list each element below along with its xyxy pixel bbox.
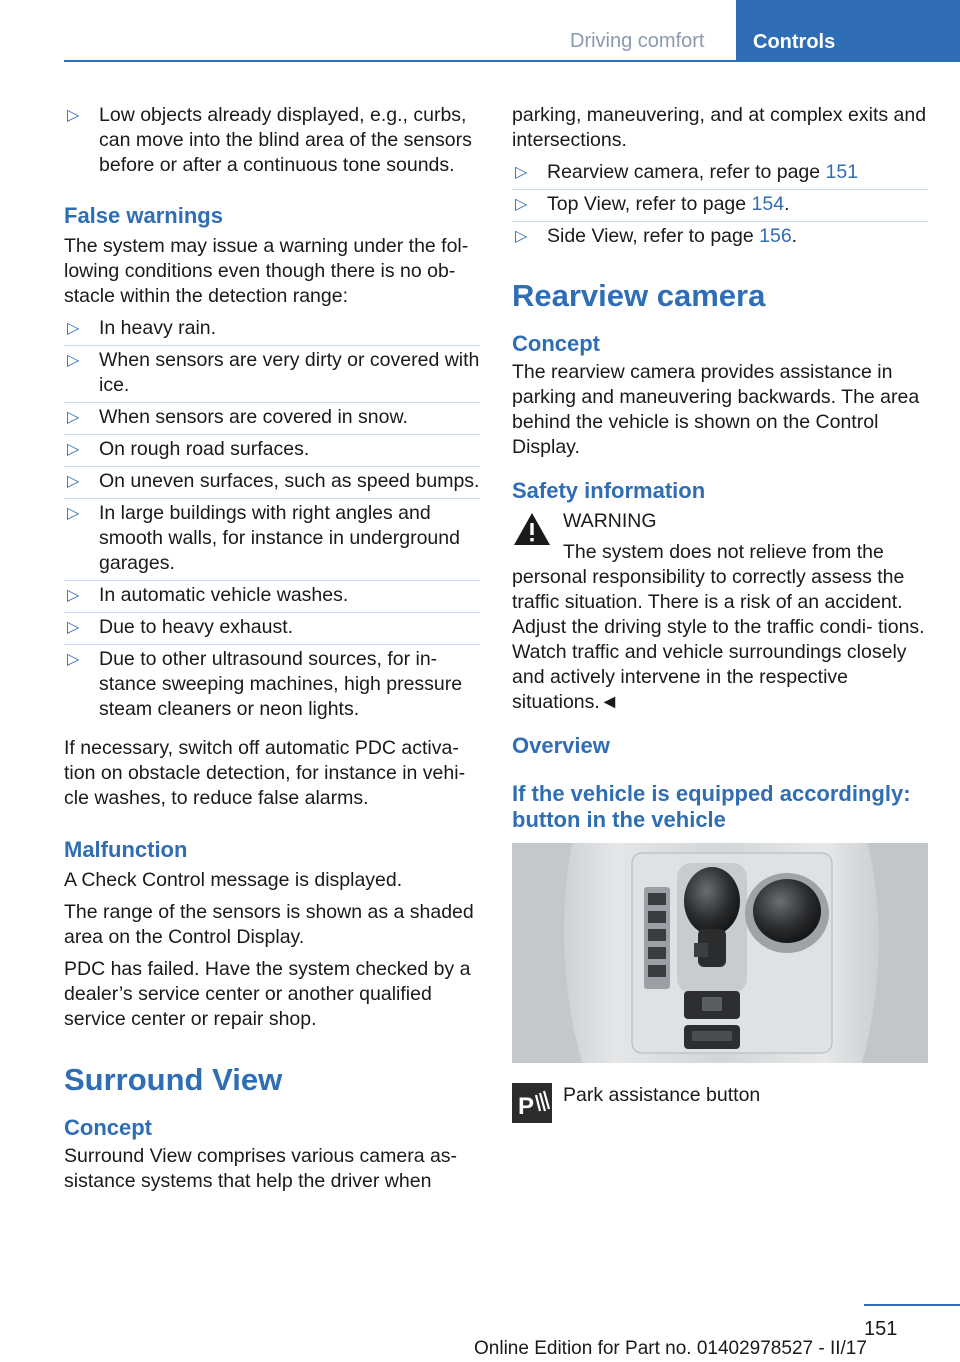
continued-text: parking, maneuvering, and at complex exits and intersections. (512, 104, 927, 151)
overview-heading: Overview (512, 733, 610, 758)
surround-view-heading: Surround View (64, 1062, 283, 1097)
right-column (512, 103, 928, 1123)
list-item: ▷ In automatic vehicle washes. (64, 583, 480, 615)
list-item: ▷ In large buildings with right angles and smooth walls, for instance in underground garages. (64, 501, 480, 583)
edition-note: Online Edition for Part no. 01402978527 - II/17 (474, 1338, 867, 1359)
safety-heading: Safety information (512, 478, 706, 503)
surround-concept-heading: Concept (64, 1115, 152, 1140)
park-assistance-caption (512, 1083, 928, 1123)
equipped-heading: If the vehicle is equipped accordingly: button in the vehicle (512, 781, 911, 832)
warning-triangle-icon (512, 511, 552, 547)
false-warnings-list (64, 316, 480, 729)
page-link-151[interactable]: 151 (825, 161, 859, 183)
warning-title: WARNING (563, 510, 657, 532)
false-warnings-heading: False warnings (64, 203, 223, 228)
page-number: 151 (864, 1318, 898, 1340)
reference-list (512, 160, 928, 256)
rearview-concept-text: The rearview camera provides assistance in parking and maneuvering backwards. The area behind the vehicle is shown on the Control Display. (512, 361, 920, 458)
center-console-photo (512, 843, 928, 1063)
page-link-154[interactable]: 154 (751, 193, 785, 215)
reference-item-topview: ▷ Top View, refer to page 154. (512, 192, 928, 224)
list-item: ▷ On rough road surfaces. (64, 437, 480, 469)
left-column (64, 103, 480, 1201)
warning-text-first-line: The system does not relieve from the (563, 541, 884, 563)
list-item: ▷ Due to heavy exhaust. (64, 615, 480, 647)
park-assistance-icon (512, 1083, 552, 1123)
false-warnings-text: The system may issue a warning under the fol‐ lowing conditions even though there is no ob‐ stacle within the detection range: (64, 235, 469, 307)
footer-divider (864, 1304, 960, 1306)
list-item: ▷ Low objects already displayed, e.g., curbs, can move into the blind area of the sensors before or after a continuous tone sounds. (64, 103, 480, 185)
chapter-tab: Controls (736, 0, 960, 62)
caption-text: Park assistance button (563, 1084, 761, 1106)
list-item: ▷ Due to other ultrasound sources, for in‐ stance sweeping machines, high pressure steam cleaners or neon lights. (64, 647, 480, 729)
page-link-156[interactable]: 156 (759, 225, 792, 247)
reference-item-rearview: ▷ Rearview camera, refer to page 151 (512, 160, 928, 192)
malfunction-heading: Malfunction (64, 837, 188, 862)
false-warnings-note: If necessary, switch off automatic PDC activa‐ tion on obstacle detection, for instance in vehi‐ cle washes, to reduce false alarms. (64, 737, 466, 809)
intro-bullet-list (64, 103, 480, 185)
section-breadcrumb: Driving comfort (570, 30, 705, 52)
list-item: ▷ When sensors are covered in snow. (64, 405, 480, 437)
rearview-camera-heading: Rearview camera (512, 278, 766, 313)
list-item: ▷ On uneven surfaces, such as speed bumps. (64, 469, 480, 501)
malfunction-text-2: The range of the sensors is shown as a shaded area on the Control Display. (64, 901, 474, 948)
list-item: ▷ When sensors are very dirty or covered with ice. (64, 348, 480, 405)
warning-block (512, 509, 928, 715)
list-item: ▷ In heavy rain. (64, 316, 480, 348)
malfunction-text-1: A Check Control message is displayed. (64, 869, 403, 891)
header-divider (64, 60, 960, 62)
surround-concept-text: Surround View comprises various camera as‐ sistance systems that help the driver when (64, 1145, 458, 1192)
svg-text:P: P (518, 1093, 535, 1120)
malfunction-text-3: PDC has failed. Have the system checked by a dealer’s service center or another qualified service center or repair shop. (64, 958, 471, 1030)
reference-item-sideview: ▷ Side View, refer to page 156. (512, 224, 928, 256)
warning-text: personal responsibility to correctly assess the traffic situation. There is a risk of an accident. Adjust the driving style to the traffic condi‐ tions. Watch traffic and vehicle surroundings closely and actively intervene in the respective situations.◄ (512, 566, 925, 713)
rearview-concept-heading: Concept (512, 331, 600, 356)
page-header (0, 0, 960, 62)
